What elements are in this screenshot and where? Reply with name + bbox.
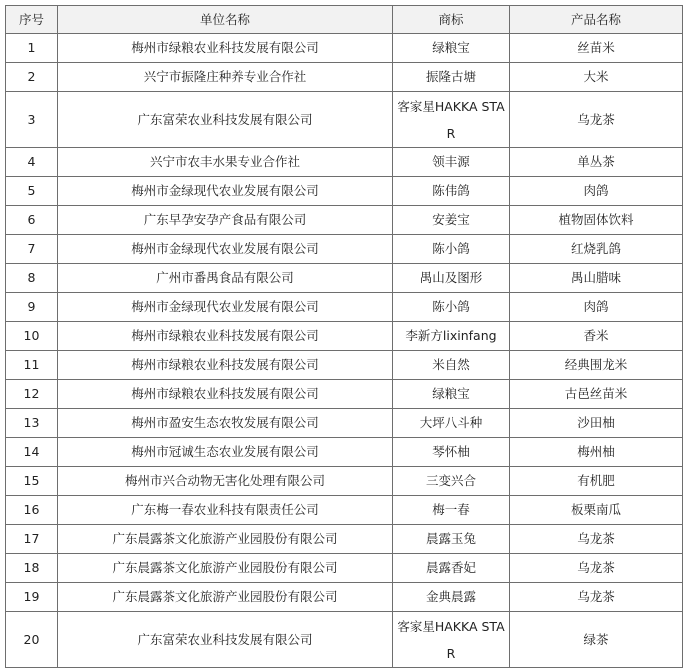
table-row <box>6 438 683 467</box>
table-row <box>6 264 683 293</box>
table-row <box>6 380 683 409</box>
product-trademark-table <box>5 5 683 668</box>
table-row <box>6 612 683 668</box>
row-company: 梅州市冠诚生态农业发展有限公司 <box>58 438 393 467</box>
table-row <box>6 496 683 525</box>
row-brand: 绿粮宝 <box>393 34 510 63</box>
row-product: 乌龙茶 <box>510 583 683 612</box>
row-brand: 安姜宝 <box>393 206 510 235</box>
row-company: 梅州市金绿现代农业发展有限公司 <box>58 235 393 264</box>
row-no: 7 <box>6 235 58 264</box>
row-company: 梅州市金绿现代农业发展有限公司 <box>58 177 393 206</box>
table-row <box>6 351 683 380</box>
row-brand: 振隆古塘 <box>393 63 510 92</box>
row-no: 15 <box>6 467 58 496</box>
row-no: 9 <box>6 293 58 322</box>
row-brand: 三变兴合 <box>393 467 510 496</box>
row-no: 14 <box>6 438 58 467</box>
row-no: 1 <box>6 34 58 63</box>
row-product: 沙田柚 <box>510 409 683 438</box>
table-row <box>6 148 683 177</box>
row-no: 5 <box>6 177 58 206</box>
row-no: 4 <box>6 148 58 177</box>
row-product: 单丛茶 <box>510 148 683 177</box>
table-row <box>6 206 683 235</box>
row-company: 兴宁市振隆庄种养专业合作社 <box>58 63 393 92</box>
row-company: 梅州市金绿现代农业发展有限公司 <box>58 293 393 322</box>
row-product: 有机肥 <box>510 467 683 496</box>
row-brand: 琴怀柚 <box>393 438 510 467</box>
row-company: 梅州市兴合动物无害化处理有限公司 <box>58 467 393 496</box>
row-no: 8 <box>6 264 58 293</box>
row-brand: 客家星HAKKA STAR <box>393 92 510 148</box>
header-row <box>6 6 683 34</box>
row-no: 11 <box>6 351 58 380</box>
row-company: 广东晨露茶文化旅游产业园股份有限公司 <box>58 525 393 554</box>
row-company: 梅州市绿粮农业科技发展有限公司 <box>58 351 393 380</box>
row-brand: 晨露玉兔 <box>393 525 510 554</box>
table-row <box>6 554 683 583</box>
row-no: 2 <box>6 63 58 92</box>
row-no: 20 <box>6 612 58 668</box>
row-brand: 金典晨露 <box>393 583 510 612</box>
row-product: 香米 <box>510 322 683 351</box>
row-product: 乌龙茶 <box>510 92 683 148</box>
row-product: 红烧乳鸽 <box>510 235 683 264</box>
row-company: 广东富荣农业科技发展有限公司 <box>58 612 393 668</box>
table-row <box>6 63 683 92</box>
table-row <box>6 293 683 322</box>
row-product: 梅州柚 <box>510 438 683 467</box>
row-no: 10 <box>6 322 58 351</box>
row-product: 古邑丝苗米 <box>510 380 683 409</box>
row-company: 广东晨露茶文化旅游产业园股份有限公司 <box>58 583 393 612</box>
row-company: 梅州市绿粮农业科技发展有限公司 <box>58 322 393 351</box>
row-product: 肉鸽 <box>510 293 683 322</box>
row-brand: 大坪八斗种 <box>393 409 510 438</box>
row-brand: 米自然 <box>393 351 510 380</box>
row-company: 广东富荣农业科技发展有限公司 <box>58 92 393 148</box>
row-company: 广东早孕安孕产食品有限公司 <box>58 206 393 235</box>
row-no: 6 <box>6 206 58 235</box>
row-brand: 禺山及图形 <box>393 264 510 293</box>
table-row <box>6 525 683 554</box>
row-brand: 陈小鸽 <box>393 293 510 322</box>
row-company: 兴宁市农丰水果专业合作社 <box>58 148 393 177</box>
table-row <box>6 409 683 438</box>
header-company: 单位名称 <box>58 6 393 34</box>
table-row <box>6 177 683 206</box>
table-row <box>6 92 683 148</box>
table-row <box>6 235 683 264</box>
row-product: 绿茶 <box>510 612 683 668</box>
row-product: 植物固体饮料 <box>510 206 683 235</box>
table-row <box>6 322 683 351</box>
row-product: 乌龙茶 <box>510 554 683 583</box>
table-row <box>6 34 683 63</box>
header-brand: 商标 <box>393 6 510 34</box>
row-no: 18 <box>6 554 58 583</box>
row-company: 广东梅一春农业科技有限责任公司 <box>58 496 393 525</box>
row-brand: 晨露香妃 <box>393 554 510 583</box>
row-brand: 领丰源 <box>393 148 510 177</box>
row-company: 广东晨露茶文化旅游产业园股份有限公司 <box>58 554 393 583</box>
header-no: 序号 <box>6 6 58 34</box>
row-brand: 梅一春 <box>393 496 510 525</box>
table-row <box>6 467 683 496</box>
row-brand: 绿粮宝 <box>393 380 510 409</box>
row-product: 肉鸽 <box>510 177 683 206</box>
row-no: 17 <box>6 525 58 554</box>
row-no: 19 <box>6 583 58 612</box>
row-brand: 客家星HAKKA STAR <box>393 612 510 668</box>
table-row <box>6 583 683 612</box>
row-brand: 陈伟鸽 <box>393 177 510 206</box>
row-product: 乌龙茶 <box>510 525 683 554</box>
row-no: 16 <box>6 496 58 525</box>
row-brand: 陈小鸽 <box>393 235 510 264</box>
row-no: 13 <box>6 409 58 438</box>
row-product: 板栗南瓜 <box>510 496 683 525</box>
row-product: 丝苗米 <box>510 34 683 63</box>
row-product: 经典围龙米 <box>510 351 683 380</box>
row-company: 梅州市绿粮农业科技发展有限公司 <box>58 34 393 63</box>
row-brand: 李新方lixinfang <box>393 322 510 351</box>
row-company: 广州市番禺食品有限公司 <box>58 264 393 293</box>
row-company: 梅州市盈安生态农牧发展有限公司 <box>58 409 393 438</box>
row-no: 3 <box>6 92 58 148</box>
row-product: 大米 <box>510 63 683 92</box>
header-product: 产品名称 <box>510 6 683 34</box>
row-no: 12 <box>6 380 58 409</box>
row-company: 梅州市绿粮农业科技发展有限公司 <box>58 380 393 409</box>
row-product: 禺山腊味 <box>510 264 683 293</box>
